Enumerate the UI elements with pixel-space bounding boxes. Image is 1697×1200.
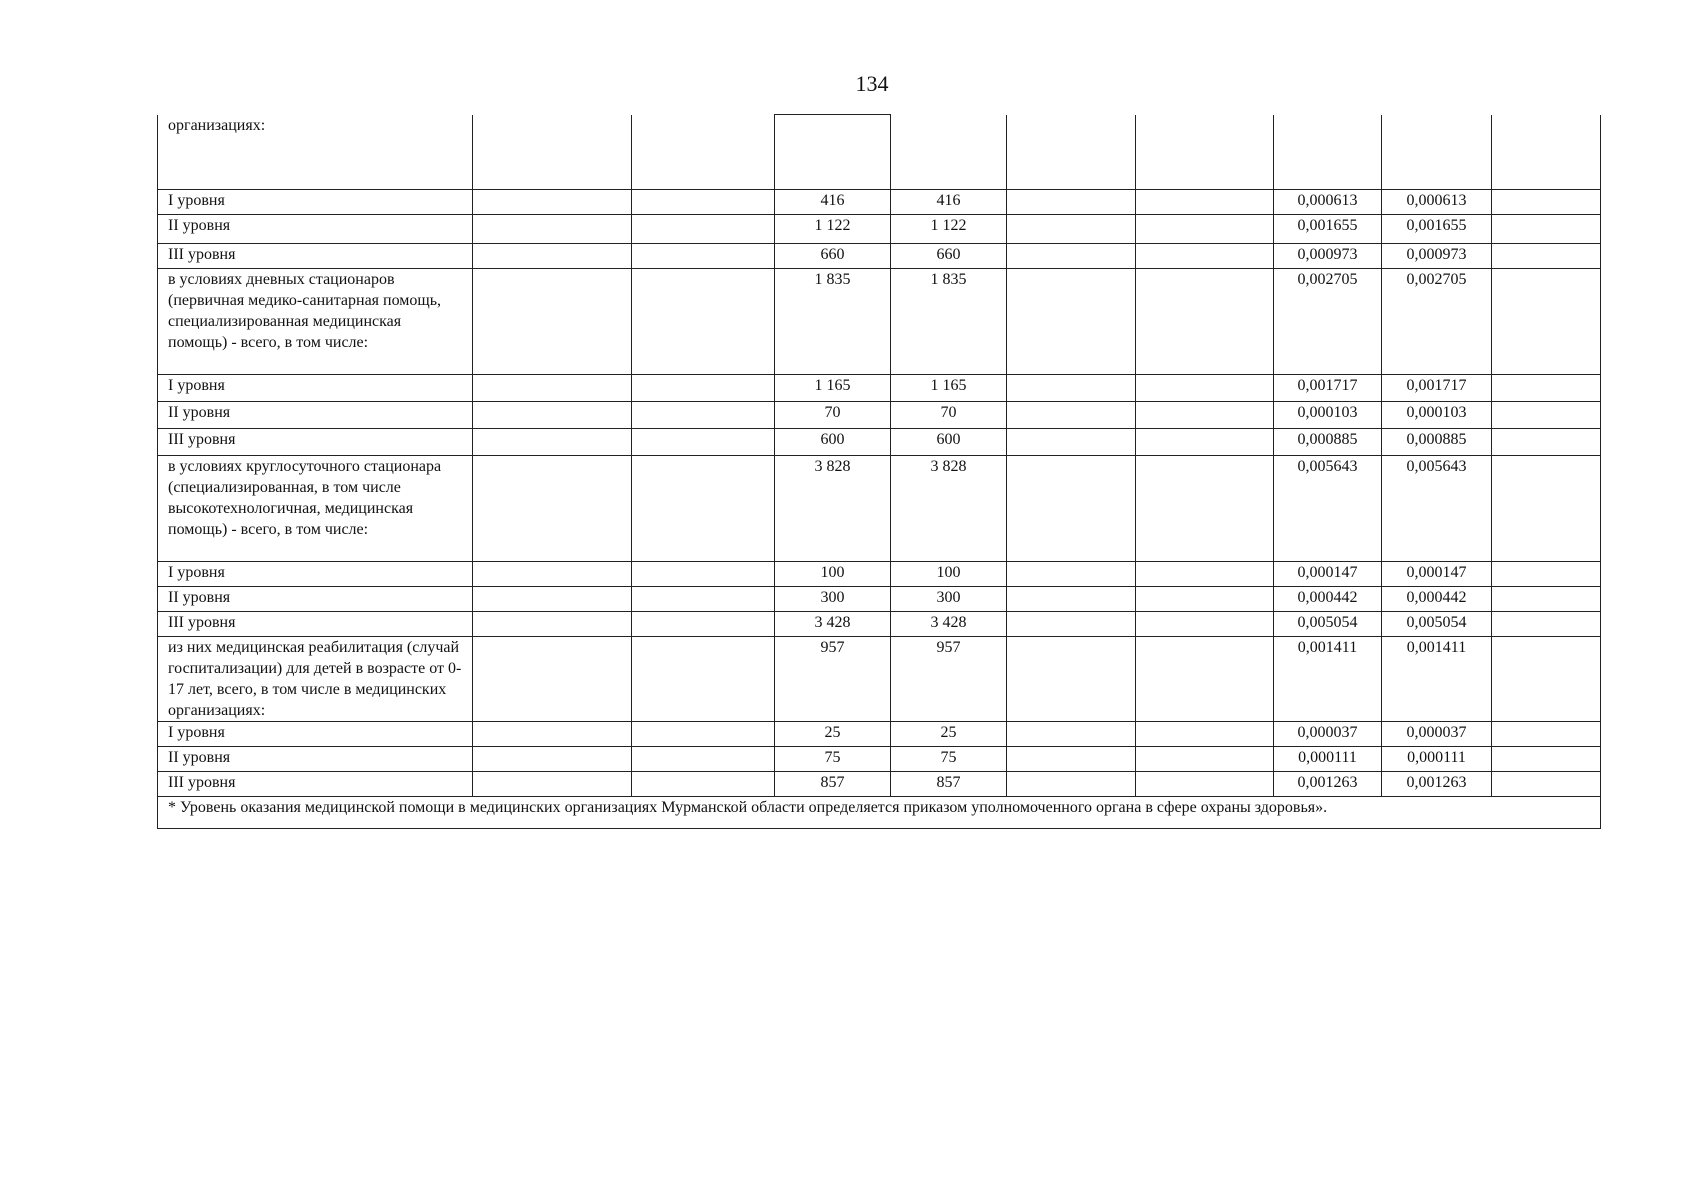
row-label: в условиях дневных стационаров (первичная медико-санитарная помощь, специализированная медицинская помощь) - всего, в том числе: [158, 269, 473, 375]
table-row [158, 562, 1601, 587]
empty-cell [632, 722, 775, 747]
empty-cell [1007, 115, 1136, 190]
empty-cell [1007, 375, 1136, 402]
table-row [158, 215, 1601, 244]
empty-cell [1136, 244, 1274, 269]
cell-value: 0,000973 [1274, 244, 1382, 269]
empty-cell [632, 587, 775, 612]
cell-value: 0,000111 [1382, 747, 1492, 772]
cell-value: 70 [775, 402, 891, 429]
cell-value: 25 [891, 722, 1007, 747]
empty-cell [473, 375, 632, 402]
cell-value: 0,002705 [1382, 269, 1492, 375]
table-row [158, 190, 1601, 215]
empty-cell [1007, 587, 1136, 612]
cell-value: 0,000147 [1382, 562, 1492, 587]
cell-value: 75 [775, 747, 891, 772]
empty-cell [1492, 115, 1601, 190]
empty-cell [1007, 429, 1136, 456]
cell-value: 1 165 [775, 375, 891, 402]
cell-value: 0,000111 [1274, 747, 1382, 772]
cell-value: 3 428 [891, 612, 1007, 637]
empty-cell [1136, 115, 1274, 190]
cell-value: 1 835 [775, 269, 891, 375]
empty-cell [473, 772, 632, 797]
cell-value: 0,000885 [1382, 429, 1492, 456]
cell-value: 25 [775, 722, 891, 747]
cell-value: 660 [775, 244, 891, 269]
empty-cell [1492, 747, 1601, 772]
empty-cell [1136, 772, 1274, 797]
row-label: II уровня [158, 402, 473, 429]
table-row [158, 637, 1601, 722]
empty-cell [473, 722, 632, 747]
empty-cell [1492, 562, 1601, 587]
cell-value: 0,001411 [1274, 637, 1382, 722]
cell-value: 416 [891, 190, 1007, 215]
cell-value: 3 428 [775, 612, 891, 637]
cell-value: 0,000037 [1274, 722, 1382, 747]
table-row [158, 612, 1601, 637]
empty-cell [1007, 637, 1136, 722]
table-row [158, 269, 1601, 375]
empty-cell [1492, 722, 1601, 747]
cell-value: 0,000442 [1274, 587, 1382, 612]
empty-cell [632, 747, 775, 772]
empty-cell [473, 612, 632, 637]
cell-value: 0,000613 [1274, 190, 1382, 215]
empty-cell [632, 115, 775, 190]
cell-value: 0,000103 [1274, 402, 1382, 429]
empty-cell [1136, 637, 1274, 722]
empty-cell [1136, 269, 1274, 375]
empty-cell [1492, 215, 1601, 244]
empty-cell [1492, 375, 1601, 402]
empty-cell [1492, 190, 1601, 215]
empty-cell [632, 244, 775, 269]
cell-value: 0,005643 [1382, 456, 1492, 562]
cell-value: 300 [775, 587, 891, 612]
empty-cell [473, 269, 632, 375]
empty-cell [1007, 722, 1136, 747]
table-row [158, 772, 1601, 797]
empty-cell [1007, 190, 1136, 215]
page-number: 134 [855, 71, 889, 96]
empty-cell [632, 269, 775, 375]
cell-value: 0,005054 [1274, 612, 1382, 637]
empty-cell [473, 115, 632, 190]
empty-cell [1007, 456, 1136, 562]
row-label: II уровня [158, 215, 473, 244]
cell-value: 300 [891, 587, 1007, 612]
cell-value: 600 [775, 429, 891, 456]
empty-cell [632, 456, 775, 562]
table-row [158, 456, 1601, 562]
empty-cell [1492, 402, 1601, 429]
empty-cell [1007, 772, 1136, 797]
empty-cell [1136, 402, 1274, 429]
cell-value: 1 165 [891, 375, 1007, 402]
row-label: I уровня [158, 562, 473, 587]
cell-value: 0,001655 [1274, 215, 1382, 244]
empty-cell [473, 456, 632, 562]
empty-cell [1492, 612, 1601, 637]
row-label: организациях: [158, 115, 473, 190]
cell-value: 857 [891, 772, 1007, 797]
cell-value: 0,001717 [1382, 375, 1492, 402]
cell-value: 3 828 [891, 456, 1007, 562]
empty-cell [632, 215, 775, 244]
empty-cell [473, 215, 632, 244]
cell-value: 0,000037 [1382, 722, 1492, 747]
cell-value: 1 835 [891, 269, 1007, 375]
empty-cell [1492, 429, 1601, 456]
empty-cell [1007, 562, 1136, 587]
row-label: III уровня [158, 772, 473, 797]
empty-cell [1136, 722, 1274, 747]
row-label: III уровня [158, 244, 473, 269]
cell-value: 100 [891, 562, 1007, 587]
empty-cell [1492, 244, 1601, 269]
table-row [158, 429, 1601, 456]
row-label: III уровня [158, 612, 473, 637]
cell-value: 957 [891, 637, 1007, 722]
table-row [158, 402, 1601, 429]
row-label: I уровня [158, 722, 473, 747]
cell-value: 1 122 [891, 215, 1007, 244]
table-row [158, 722, 1601, 747]
cell-value: 0,000613 [1382, 190, 1492, 215]
table-row [158, 115, 1601, 190]
cell-value [891, 115, 1007, 190]
empty-cell [1007, 244, 1136, 269]
cell-value: 0,001717 [1274, 375, 1382, 402]
cell-value: 0,001411 [1382, 637, 1492, 722]
row-label: II уровня [158, 587, 473, 612]
cell-value [775, 115, 891, 190]
empty-cell [632, 429, 775, 456]
cell-value: 0,001263 [1274, 772, 1382, 797]
empty-cell [1136, 562, 1274, 587]
cell-value: 0,000442 [1382, 587, 1492, 612]
cell-value: 1 122 [775, 215, 891, 244]
cell-value: 660 [891, 244, 1007, 269]
empty-cell [632, 375, 775, 402]
table-row [158, 375, 1601, 402]
empty-cell [473, 747, 632, 772]
cell-value: 0,001263 [1382, 772, 1492, 797]
empty-cell [473, 562, 632, 587]
table-row [158, 244, 1601, 269]
empty-cell [632, 612, 775, 637]
empty-cell [1492, 269, 1601, 375]
row-label: I уровня [158, 190, 473, 215]
cell-value: 3 828 [775, 456, 891, 562]
empty-cell [1136, 190, 1274, 215]
empty-cell [632, 562, 775, 587]
cell-value: 75 [891, 747, 1007, 772]
row-label: из них медицинская реабилитация (случай госпитализации) для детей в возрасте от 0-17 лет, всего, в том числе в медицинских организациях: [158, 637, 473, 722]
empty-cell [632, 190, 775, 215]
cell-value: 100 [775, 562, 891, 587]
empty-cell [1007, 215, 1136, 244]
footnote: * Уровень оказания медицинской помощи в медицинских организациях Мурманской области определяется приказом уполномоченного органа в сфере охраны здоровья». [158, 797, 1601, 829]
table-body [158, 115, 1601, 829]
cell-value: 0,000147 [1274, 562, 1382, 587]
table-row [158, 747, 1601, 772]
cell-value: 416 [775, 190, 891, 215]
empty-cell [1492, 772, 1601, 797]
empty-cell [1492, 587, 1601, 612]
empty-cell [473, 402, 632, 429]
empty-cell [1136, 747, 1274, 772]
cell-value: 0,000973 [1382, 244, 1492, 269]
empty-cell [632, 772, 775, 797]
cell-value: 70 [891, 402, 1007, 429]
empty-cell [1492, 456, 1601, 562]
cell-value: 0,005643 [1274, 456, 1382, 562]
cell-value: 0,000885 [1274, 429, 1382, 456]
cell-value [1274, 115, 1382, 190]
empty-cell [1136, 456, 1274, 562]
empty-cell [473, 244, 632, 269]
table-row [158, 587, 1601, 612]
empty-cell [1136, 587, 1274, 612]
empty-cell [1136, 612, 1274, 637]
empty-cell [1136, 429, 1274, 456]
empty-cell [1007, 612, 1136, 637]
cell-value: 957 [775, 637, 891, 722]
cell-value: 0,000103 [1382, 402, 1492, 429]
standards-table [157, 114, 1601, 829]
footnote-row [158, 797, 1601, 829]
row-label: I уровня [158, 375, 473, 402]
cell-value [1382, 115, 1492, 190]
cell-value: 0,005054 [1382, 612, 1492, 637]
empty-cell [1007, 747, 1136, 772]
empty-cell [1136, 375, 1274, 402]
cell-value: 0,001655 [1382, 215, 1492, 244]
cell-value: 600 [891, 429, 1007, 456]
empty-cell [1136, 215, 1274, 244]
cell-value: 0,002705 [1274, 269, 1382, 375]
empty-cell [1492, 637, 1601, 722]
empty-cell [1007, 269, 1136, 375]
empty-cell [473, 429, 632, 456]
row-label: III уровня [158, 429, 473, 456]
empty-cell [473, 587, 632, 612]
cell-value: 857 [775, 772, 891, 797]
empty-cell [473, 190, 632, 215]
empty-cell [632, 402, 775, 429]
empty-cell [632, 637, 775, 722]
empty-cell [473, 637, 632, 722]
row-label: в условиях круглосуточного стационара (специализированная, в том числе высокотехнологичная, медицинская помощь) - всего, в том числе: [158, 456, 473, 562]
row-label: II уровня [158, 747, 473, 772]
empty-cell [1007, 402, 1136, 429]
